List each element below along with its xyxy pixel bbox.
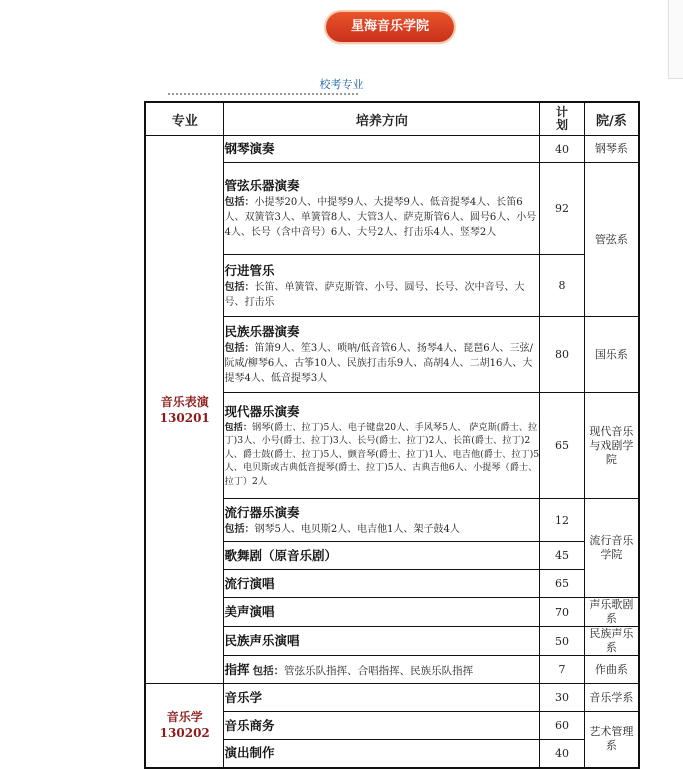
direction-cell (224, 712, 540, 740)
direction-name: 流行演唱 (224, 575, 275, 591)
direction-cell (224, 136, 540, 163)
header-dept: 院/系 (584, 102, 639, 136)
major-group-name: 音乐学 (166, 710, 203, 725)
direction-cell (224, 393, 540, 499)
direction-name: 管弦乐器演奏 (224, 178, 300, 193)
header-direction: 培养方向 (224, 102, 540, 136)
dept-cell: 管弦系 (584, 163, 639, 317)
direction-cell (224, 598, 540, 627)
includes-label: 包括： (224, 281, 255, 293)
table-row (145, 684, 639, 712)
header-plan (540, 102, 585, 136)
includes-text: 笛箫9人、笙3人、唢呐/低音管6人、扬琴4人、琵琶6人、三弦/阮咸/柳琴6人、古筝10人、民族打击乐9人、高胡4人、二胡16人、大提琴4人、低音提琴3人 (224, 343, 534, 384)
dept-cell: 作曲系 (584, 656, 639, 684)
plan-cell: 30 (540, 684, 585, 712)
dept-cell: 艺术管理系 (584, 712, 639, 768)
section-caption: 校考专业 (319, 78, 364, 91)
plan-cell: 92 (540, 163, 585, 255)
table-header-row (145, 102, 639, 136)
direction-name: 歌舞剧（原音乐剧） (224, 547, 337, 563)
header-plan-char-2: 划 (556, 118, 569, 132)
direction-cell (224, 317, 540, 393)
major-group-musicology (145, 684, 224, 768)
plan-cell: 7 (540, 656, 585, 684)
major-group-performance (145, 136, 224, 684)
header-plan-char-1: 计 (556, 105, 569, 119)
major-group-name: 音乐表演 (160, 394, 209, 409)
direction-name: 行进管乐 (224, 262, 275, 278)
plan-cell: 70 (540, 598, 585, 627)
direction-cell (224, 499, 540, 542)
direction-cell (224, 542, 540, 570)
plan-cell: 40 (540, 136, 585, 163)
direction-cell (224, 684, 540, 712)
plan-cell: 40 (540, 740, 585, 768)
school-banner: 星海音乐学院 (326, 12, 454, 42)
plan-cell: 50 (540, 627, 585, 656)
header-major: 专业 (145, 102, 224, 136)
includes-text: 长笛、单簧管、萨克斯管、小号、圆号、长号、次中音号、大号、打击乐 (224, 281, 525, 308)
direction-name: 演出制作 (224, 745, 275, 761)
direction-name: 指挥 (224, 661, 250, 677)
includes-text: 钢琴5人、电贝斯2人、电吉他1人、架子鼓4人 (254, 523, 460, 535)
plan-cell: 65 (540, 393, 585, 499)
direction-name: 民族乐器演奏 (224, 324, 300, 339)
direction-cell (224, 656, 540, 684)
direction-cell (224, 740, 540, 768)
direction-name: 现代器乐演奏 (224, 403, 300, 419)
includes-text: 钢琴(爵士、拉丁)5人、电子键盘20人、手风琴5人、 萨克斯(爵士、拉丁)3人、小号(爵士、拉丁)3人、长号(爵士、拉丁)2人、长笛(爵士、拉丁)2人、爵士鼓(爵士、拉丁)5人、颤音琴(爵士、拉丁)1人、电吉他(爵士、拉丁)5人、电贝斯或古典低音提琴(爵士、拉丁)5人、古典吉他6人、小提琴（爵士、拉丁）2人 (224, 421, 540, 487)
direction-name: 音乐学 (224, 689, 262, 705)
dept-cell: 流行音乐学院 (584, 499, 639, 598)
dept-cell: 现代音乐与戏剧学院 (584, 393, 639, 499)
direction-name: 钢琴演奏 (224, 141, 275, 156)
dept-cell: 民族声乐系 (584, 627, 639, 656)
plan-cell: 45 (540, 542, 585, 570)
dept-cell: 钢琴系 (584, 136, 639, 163)
table-row (145, 136, 639, 163)
scrollbar-edge[interactable] (668, 0, 683, 79)
includes-label: 包括： (252, 664, 285, 677)
direction-name: 民族声乐演唱 (224, 633, 300, 648)
includes-label: 包括： (224, 343, 255, 354)
direction-cell (224, 570, 540, 598)
dept-cell: 音乐学系 (584, 684, 639, 712)
majors-table (144, 101, 640, 769)
direction-name: 流行器乐演奏 (224, 504, 300, 520)
dept-cell: 声乐歌剧系 (584, 598, 639, 627)
includes-label: 包括： (224, 197, 255, 208)
plan-cell: 8 (540, 255, 585, 317)
direction-name: 美声演唱 (224, 604, 275, 619)
plan-cell: 80 (540, 317, 585, 393)
plan-cell: 65 (540, 570, 585, 598)
includes-text: 小提琴20人、中提琴9人、大提琴9人、低音提琴4人、长笛6人、双簧管3人、单簧管8人、大管3人、萨克斯管6人、圆号6人、小号4人、长号（含中音号）6人、大号2人、打击乐4人、竖琴2人 (224, 197, 537, 238)
major-group-code: 130201 (159, 410, 210, 425)
major-group-code: 130202 (159, 726, 210, 741)
includes-label: 包括： (224, 523, 255, 535)
direction-name: 音乐商务 (224, 717, 275, 733)
plan-cell: 12 (540, 499, 585, 542)
cropped-text-line (168, 93, 358, 100)
direction-cell (224, 627, 540, 656)
direction-cell (224, 163, 540, 255)
plan-cell: 60 (540, 712, 585, 740)
direction-cell (224, 255, 540, 317)
includes-text: 管弦乐队指挥、合唱指挥、民族乐队指挥 (284, 664, 474, 677)
dept-cell: 国乐系 (584, 317, 639, 393)
includes-label: 包括： (224, 421, 253, 433)
